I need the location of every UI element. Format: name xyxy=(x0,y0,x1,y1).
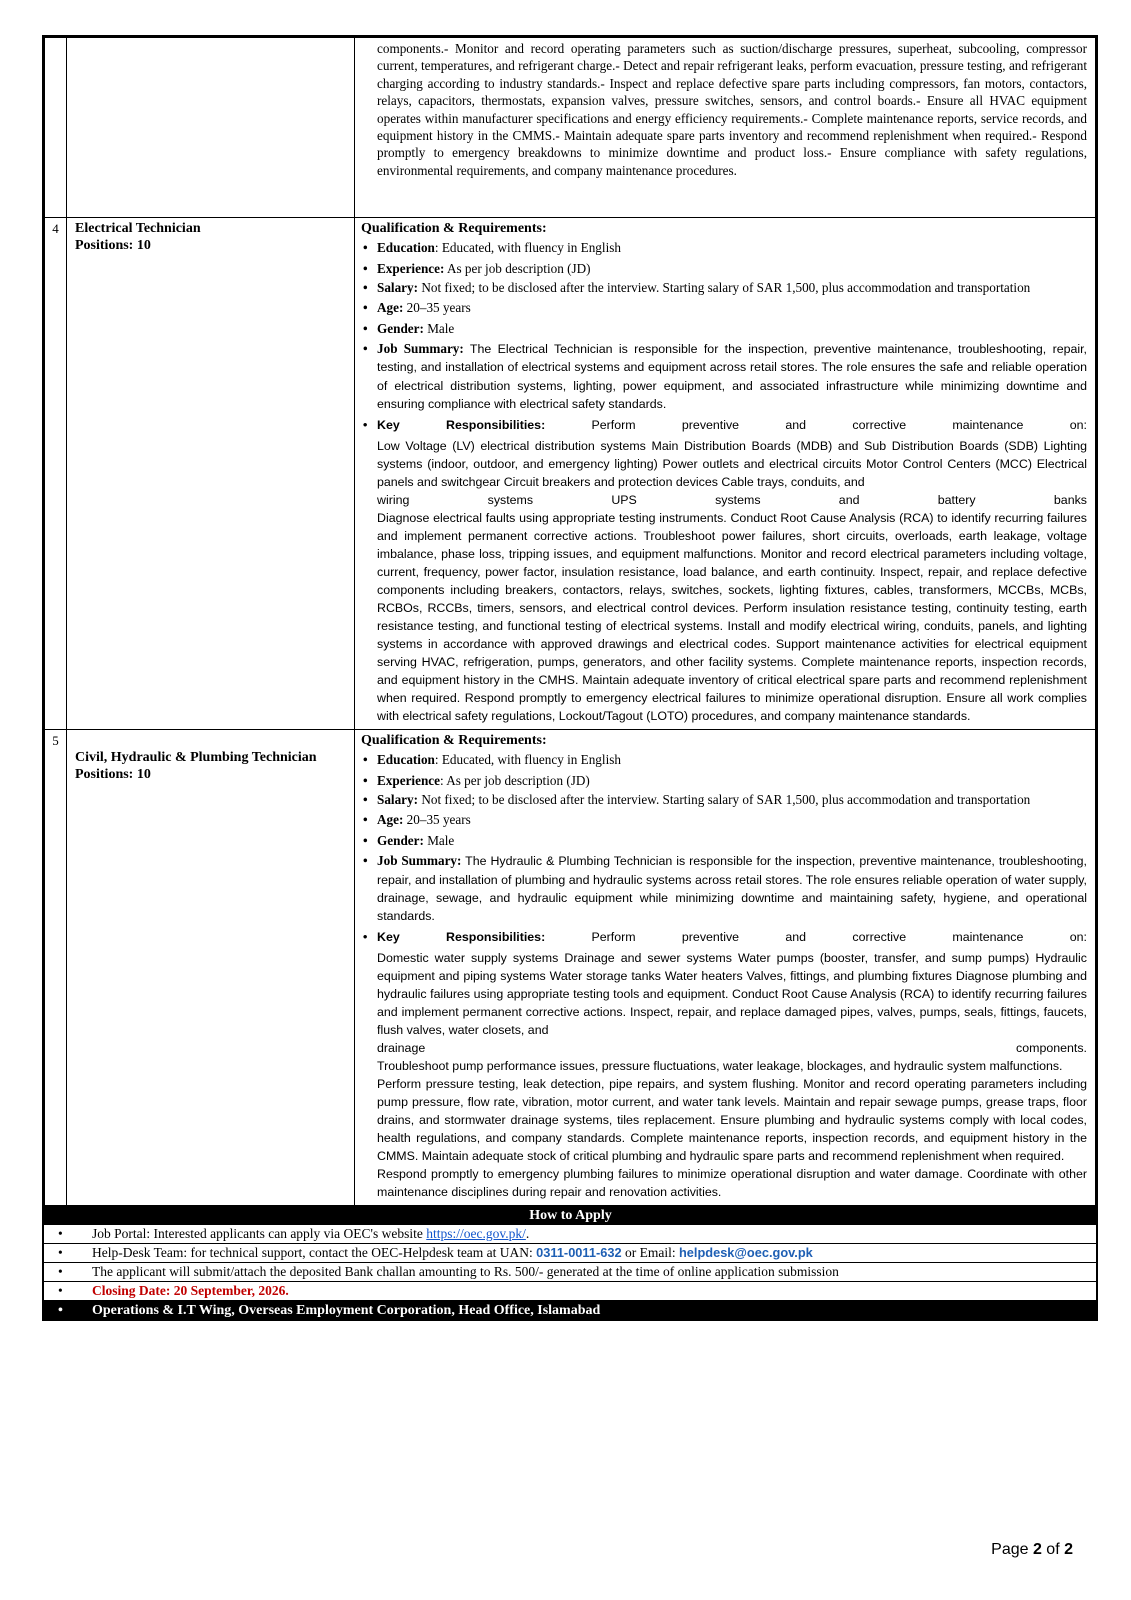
req-education: • Education: Educated, with fluency in English xyxy=(363,240,621,256)
job-title-cell xyxy=(67,38,355,218)
qualification-heading: Qualification & Requirements: xyxy=(361,221,547,236)
bullet-icon: • xyxy=(363,772,368,788)
req-key-responsibilities xyxy=(361,417,1087,434)
bullet-icon: • xyxy=(58,1303,63,1319)
job-positions: Positions: 10 xyxy=(75,767,151,783)
table-row xyxy=(45,218,1096,730)
req-education: • Education: Educated, with fluency in English xyxy=(363,752,621,768)
req-key-responsibilities xyxy=(361,929,1087,946)
help-desk-uan: 0311-0011-632 xyxy=(536,1245,622,1261)
bullet-icon: • xyxy=(58,1283,63,1299)
bullet-icon: • xyxy=(363,812,368,828)
table-row xyxy=(45,38,1096,218)
key-responsibilities-heading: Key Responsibilities: Perform preventive and corrective maintenance on: xyxy=(377,929,1087,944)
job-title: Electrical Technician xyxy=(75,221,201,236)
bullet-icon: • xyxy=(58,1226,63,1242)
bullet-icon: • xyxy=(363,320,368,336)
bullet-icon: • xyxy=(363,341,368,357)
key-responsibilities-systems-line: wiring systems UPS systems and battery banks xyxy=(377,493,1087,508)
req-job-summary: • Job Summary: The Hydraulic & Plumbing Technician is responsible for the inspection, preventive maintenance, troubleshooting, repair, and installation of plumbing and hydraulic systems across retail stores. The role ensures reliable operation of water supply, drainage, sewage, and hydraulic equipment while minimizing downtime and maintaining safety, hygiene, and operational standards. xyxy=(363,853,1087,924)
responsibilities-continued: components.- Monitor and record operating parameters such as suction/discharge pressures, superheat, subcooling, compressor current, temperatures, and refrigerant charge.- Detect and repair refrigerant leaks, perform evacuation, pressure testing, and refrigerant charging according to industry standards.- Inspect and replace defective spare parts including compressors, fan motors, contactors, relays, capacitors, thermostats, expansion valves, pressure switches, sensors, and control boards.- Ensure all HVAC equipment operates within manufacturer specifications and energy efficiency requirements.- Complete maintenance reports, service records, and equipment history in the CMMS.- Maintain adequate spare parts inventory and recommend replenishment when required.- Respond promptly to emergency breakdowns to minimize downtime and product loss.- Ensure compliance with safety regulations, environmental requirements, and company maintenance procedures. xyxy=(377,41,1087,178)
qualification-heading: Qualification & Requirements: xyxy=(361,733,547,749)
req-experience: • Experience: As per job description (JD) xyxy=(363,260,591,276)
table-row xyxy=(45,730,1096,1206)
help-desk-email[interactable]: helpdesk@oec.gov.pk xyxy=(678,1245,813,1261)
job-description-cell xyxy=(355,38,1096,218)
bullet-icon: • xyxy=(363,929,368,944)
bullet-icon: • xyxy=(363,300,368,316)
bullet-icon: • xyxy=(58,1264,63,1280)
job-title-cell xyxy=(67,218,355,730)
apply-help-desk: • Help-Desk Team: for technical support, contact the OEC-Helpdesk team at UAN: 0311-0011-632 or Email: helpdesk@oec.gov.pk xyxy=(44,1244,1096,1263)
page-number: Page 2 of 2 xyxy=(991,1541,1073,1558)
req-gender: • Gender: Male xyxy=(363,832,455,848)
bullet-icon: • xyxy=(363,240,368,256)
bullet-icon: • xyxy=(363,853,368,869)
key-responsibilities-heading: Key Responsibilities: Perform preventive and corrective maintenance on: xyxy=(377,417,1087,432)
job-description-cell xyxy=(355,218,1096,730)
req-experience: • Experience: As per job description (JD) xyxy=(363,772,590,788)
req-salary: • Salary: Not fixed; to be disclosed after the interview. Starting salary of SAR 1,500, plus accommodation and transportation xyxy=(363,280,1031,296)
bullet-icon: • xyxy=(363,417,368,432)
key-responsibilities-drainage-line: drainage components. xyxy=(377,1041,1087,1056)
apply-job-portal: • Job Portal: Interested applicants can apply via OEC's website https://oec.gov.pk/. xyxy=(44,1225,1096,1244)
bullet-icon: • xyxy=(363,260,368,276)
job-positions: Positions: 10 xyxy=(75,238,151,253)
job-title-cell xyxy=(67,730,355,1206)
req-gender: • Gender: Male xyxy=(363,320,455,336)
req-age: • Age: 20–35 years xyxy=(363,300,471,316)
jobs-table xyxy=(44,37,1096,1206)
how-to-apply-heading: How to Apply xyxy=(44,1206,1096,1225)
oec-website-link[interactable]: https://oec.gov.pk/ xyxy=(426,1226,526,1242)
apply-closing-date: • Closing Date: 20 September, 2026. xyxy=(44,1282,1096,1301)
req-salary: • Salary: Not fixed; to be disclosed after the interview. Starting salary of SAR 1,500, plus accommodation and transportation xyxy=(363,792,1031,808)
bullet-icon: • xyxy=(363,832,368,848)
job-table-frame xyxy=(42,35,1098,1321)
job-description-cell xyxy=(355,730,1096,1206)
row-number xyxy=(45,38,67,218)
bullet-icon: • xyxy=(363,280,368,296)
job-title: Civil, Hydraulic & Plumbing Technician xyxy=(75,750,317,766)
apply-bank-challan: • The applicant will submit/attach the deposited Bank challan amounting to Rs. 500/- generated at the time of online application submission xyxy=(44,1263,1096,1282)
bullet-icon: • xyxy=(363,752,368,768)
bullet-icon: • xyxy=(58,1245,63,1261)
row-number: 5 xyxy=(45,730,67,1206)
row-number: 4 xyxy=(45,218,67,730)
key-responsibilities-text: Low Voltage (LV) electrical distribution systems Main Distribution Boards (MDB) and Sub Distribution Boards (SDB) Lighting systems (indoor, outdoor, and emergency lighting) Power outlets and electrical circuits Motor Control Centers (MCC) Electrical panels and switchgear Circuit breakers and protection devices Cable trays, conduits, and wiring systems UPS systems and battery banks Diagnose electrical faults using appropriate testing instruments. Conduct Root Cause Analysis (RCA) to identify recurring failures and implement permanent corrective actions. Troubleshoot power failures, short circuits, overloads, earth leakage, voltage imbalance, phase loss, tripping issues, and equipment malfunctions. Monitor and record electrical parameters including voltage, current, frequency, power factor, insulation resistance, load balance, and earth continuity. Inspect, repair, and replace defective components including breakers, contactors, relays, switches, sockets, lighting fixtures, cables, transformers, MCCBs, MCBs, RCBOs, RCCBs, timers, sensors, and electrical control devices. Perform insulation resistance testing, continuity testing, earth resistance testing, and functional testing of electrical systems. Install and modify electrical wiring, conduits, panels, and lighting systems in accordance with approved drawings and electrical codes. Support maintenance activities for electrical equipment serving HVAC, refrigeration, pumps, generators, and other facility systems. Complete maintenance reports, inspection records, and equipment history in the CMHS. Maintain adequate inventory of critical electrical spare parts and recommend replenishment when required. Respond promptly to emergency electrical failures to minimize operational disruption. Ensure all work complies with electrical safety regulations, Lockout/Tagout (LOTO) procedures, and company maintenance standards. xyxy=(377,439,1087,724)
req-age: • Age: 20–35 years xyxy=(363,812,471,828)
req-job-summary: • Job Summary: The Electrical Technician is responsible for the inspection, preventive maintenance, troubleshooting, repair, testing, and installation of electrical systems and equipment across retail stores. The role ensures the safe and reliable operation of electrical distribution systems, lighting, power equipment, and associated infrastructure while minimizing downtime and ensuring compliance with electrical safety standards. xyxy=(363,341,1088,412)
bullet-icon: • xyxy=(363,792,368,808)
footer-office-bar: • Operations & I.T Wing, Overseas Employment Corporation, Head Office, Islamabad xyxy=(44,1301,1096,1321)
key-responsibilities-text: Domestic water supply systems Drainage and sewer systems Water pumps (booster, transfer, and sump pumps) Hydraulic equipment and piping systems Water storage tanks Water heaters Valves, fittings, and plumbing fixtures Diagnose plumbing and hydraulic failures using appropriate testing tools and equipment. Conduct Root Cause Analysis (RCA) to identify recurring failures and implement permanent corrective actions. Inspect, repair, and replace damaged pipes, valves, pumps, seals, fittings, faucets, flush valves, water closets, and drainage components. Troubleshoot pump performance issues, pressure fluctuations, water leakage, blockages, and hydraulic system malfunctions. Perform pressure testing, leak detection, pipe repairs, and system flushing. Monitor and record operating parameters including pump pressure, flow rate, vibration, motor current, and water tank levels. Maintain and repair sewage pumps, grease traps, floor drains, and stormwater drainage systems, tiles replacement. Ensure plumbing and hydraulic systems comply with local codes, health regulations, and company standards. Complete maintenance reports, inspection records, and equipment history in the CMMS. Maintain adequate stock of critical plumbing and hydraulic spare parts and recommend replenishment when required. Respond promptly to emergency plumbing failures to minimize operational disruption and water damage. Coordinate with other maintenance disciplines during repair and renovation activities. xyxy=(377,951,1087,1200)
